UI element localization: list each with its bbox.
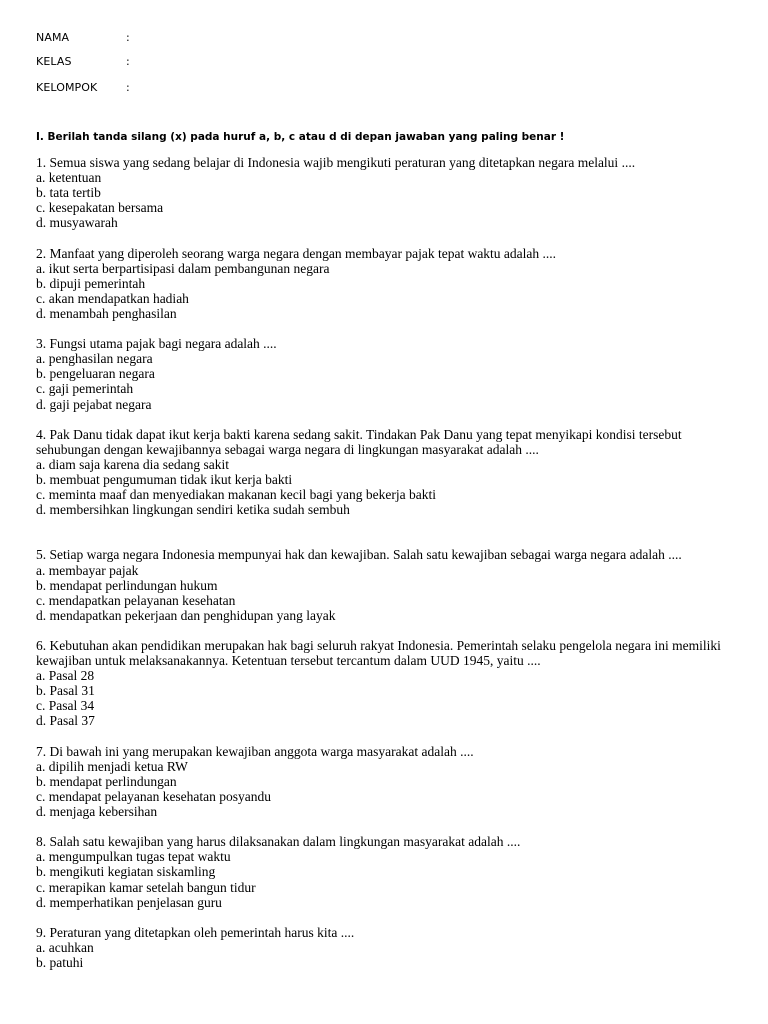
option-c: c. mendapat pelayanan kesehatan posyandu <box>36 788 272 804</box>
header-field-kelas <box>36 55 130 69</box>
option-a: a. dipilih menjadi ketua RW <box>36 758 188 774</box>
header-field-nama <box>36 31 130 45</box>
option-a: a. membayar pajak <box>36 562 139 578</box>
option-b: b. dipuji pemerintah <box>36 275 146 291</box>
option-d: d. musyawarah <box>36 215 118 231</box>
option-c: c. kesepakatan bersama <box>36 200 164 216</box>
option-d: d. memperhatikan penjelasan guru <box>36 894 222 910</box>
option-b: b. tata tertib <box>36 185 101 201</box>
option-c: c. Pasal 34 <box>36 698 95 714</box>
option-c: c. mendapatkan pelayanan kesehatan <box>36 592 236 608</box>
question-text: 7. Di bawah ini yang merupakan kewajiban anggota warga masyarakat adalah .... <box>36 743 474 759</box>
question-5 <box>36 547 746 622</box>
option-b: b. Pasal 31 <box>36 683 95 699</box>
option-c: c. meminta maaf dan menyediakan makanan kecil bagi yang bekerja bakti <box>36 487 436 503</box>
option-b: b. patuhi <box>36 954 84 970</box>
option-a: a. mengumpulkan tugas tepat waktu <box>36 849 231 865</box>
question-text: 3. Fungsi utama pajak bagi negara adalah .... <box>36 336 277 352</box>
option-b: b. membuat pengumuman tidak ikut kerja bakti <box>36 471 293 487</box>
option-c: c. merapikan kamar setelah bangun tidur <box>36 879 256 895</box>
option-a: a. diam saja karena dia sedang sakit <box>36 456 230 472</box>
field-label: KELAS <box>36 55 72 68</box>
option-d: d. gaji pejabat negara <box>36 396 152 412</box>
option-a: a. Pasal 28 <box>36 668 95 684</box>
instruction-text: I. Berilah tanda silang (x) pada huruf a, b, c atau d di depan jawaban yang paling benar ! <box>36 131 565 143</box>
question-text: 6. Kebutuhan akan pendidikan merupakan hak bagi seluruh rakyat Indonesia. Pemerintah selaku pengelola negara ini memiliki kewajiban untuk melaksanakannya. Ketentuan tersebut tercantum dalam UUD 1945, yaitu .... <box>36 638 721 669</box>
question-text: 8. Salah satu kewajiban yang harus dilaksanakan dalam lingkungan masyarakat adalah .... <box>36 834 521 850</box>
question-text: 9. Peraturan yang ditetapkan oleh pemerintah harus kita .... <box>36 924 355 940</box>
question-9 <box>36 925 746 970</box>
option-b: b. mengikuti kegiatan siskamling <box>36 864 216 880</box>
question-text: 5. Setiap warga negara Indonesia mempunyai hak dan kewajiban. Salah satu kewajiban sebagai warga negara adalah .... <box>36 547 682 563</box>
question-2 <box>36 246 746 321</box>
option-b: b. pengeluaran negara <box>36 366 155 382</box>
option-a: a. penghasilan negara <box>36 351 153 367</box>
field-colon: : <box>126 55 130 68</box>
option-a: a. acuhkan <box>36 939 94 955</box>
question-text: 4. Pak Danu tidak dapat ikut kerja bakti karena sedang sakit. Tindakan Pak Danu yang tepat menyikapi kondisi tersebut sehubungan dengan kewajibannya sebagai warga negara di lingkungan masyarakat adalah .... <box>36 426 682 457</box>
option-b: b. mendapat perlindungan <box>36 773 177 789</box>
question-list <box>36 155 746 970</box>
header-field-kelompok <box>36 81 130 95</box>
option-d: d. menjaga kebersihan <box>36 804 158 820</box>
option-a: a. ketentuan <box>36 170 102 186</box>
field-label: NAMA <box>36 31 70 44</box>
question-text: 2. Manfaat yang diperoleh seorang warga negara dengan membayar pajak tepat waktu adalah .... <box>36 245 557 261</box>
option-a: a. ikut serta berpartisipasi dalam pembangunan negara <box>36 260 330 276</box>
question-7 <box>36 744 746 819</box>
option-d: d. menambah penghasilan <box>36 305 177 321</box>
question-4 <box>36 427 746 518</box>
option-d: d. mendapatkan pekerjaan dan penghidupan yang layak <box>36 607 336 623</box>
question-text: 1. Semua siswa yang sedang belajar di Indonesia wajib mengikuti peraturan yang ditetapkan negara melalui .... <box>36 155 636 170</box>
field-label: KELOMPOK <box>36 81 98 94</box>
option-c: c. akan mendapatkan hadiah <box>36 290 189 306</box>
option-d: d. Pasal 37 <box>36 713 95 729</box>
question-6 <box>36 638 746 729</box>
option-c: c. gaji pemerintah <box>36 381 134 397</box>
question-3 <box>36 336 746 411</box>
question-8 <box>36 834 746 909</box>
option-b: b. mendapat perlindungan hukum <box>36 577 218 593</box>
field-colon: : <box>126 31 130 44</box>
field-colon: : <box>126 81 130 94</box>
question-1 <box>36 155 746 230</box>
option-d: d. membersihkan lingkungan sendiri ketika sudah sembuh <box>36 502 350 518</box>
